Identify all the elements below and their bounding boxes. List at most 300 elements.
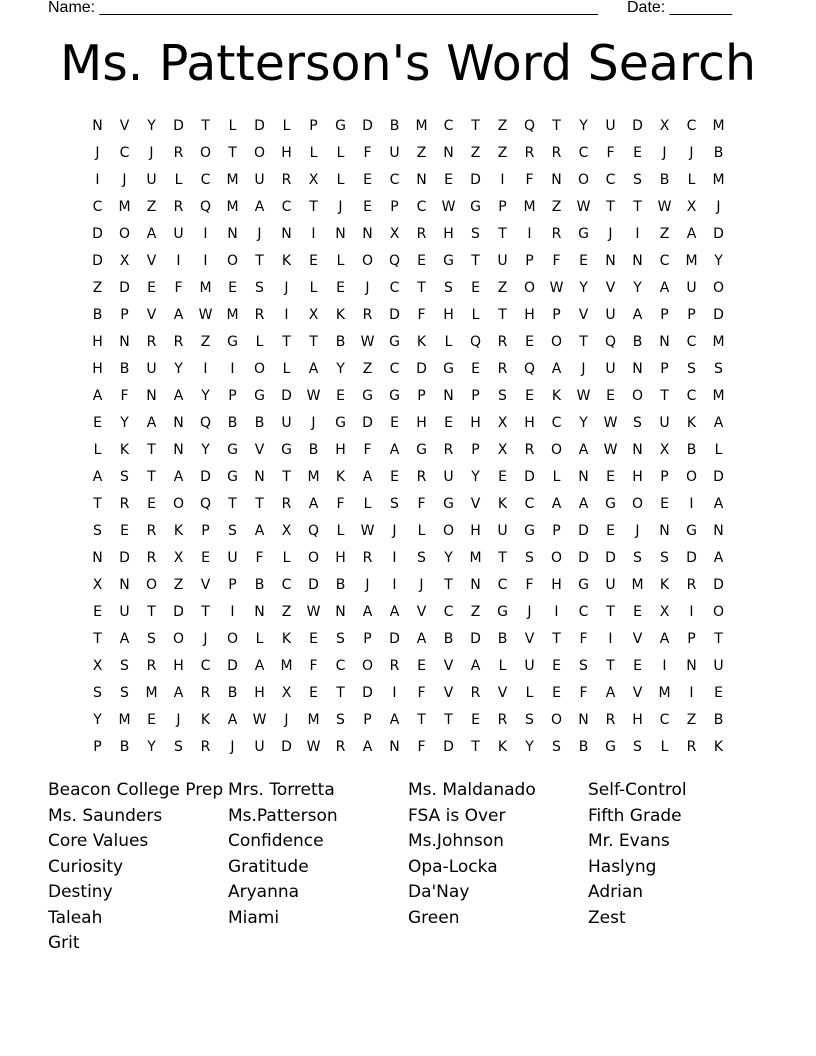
grid-letter: P xyxy=(552,307,561,323)
grid-letter: Z xyxy=(497,118,508,134)
word-list-column xyxy=(48,778,223,957)
grid-letter: B xyxy=(227,415,238,431)
grid-letter: B xyxy=(92,307,103,323)
grid-letter: B xyxy=(659,172,670,188)
grid-letter: J xyxy=(689,145,694,161)
word-list-item: Green xyxy=(408,907,460,928)
grid-letter: P xyxy=(417,388,426,404)
grid-letter: H xyxy=(524,307,535,323)
grid-letter: O xyxy=(361,658,374,674)
grid-letter: P xyxy=(660,307,669,323)
grid-letter: D xyxy=(389,631,400,647)
grid-letter: H xyxy=(551,577,562,593)
grid-row xyxy=(84,680,732,707)
grid-letter: F xyxy=(336,496,345,512)
grid-letter: T xyxy=(498,550,507,566)
grid-letter: D xyxy=(119,550,130,566)
grid-letter: W xyxy=(576,388,591,404)
grid-letter: E xyxy=(93,415,102,431)
grid-letter: U xyxy=(119,604,130,620)
grid-letter: U xyxy=(389,145,400,161)
grid-letter: U xyxy=(227,550,238,566)
grid-letter: G xyxy=(389,334,400,350)
grid-letter: G xyxy=(281,442,292,458)
grid-letter: S xyxy=(633,172,642,188)
grid-letter: K xyxy=(119,442,130,458)
grid-letter: H xyxy=(470,523,481,539)
grid-letter: L xyxy=(174,172,183,188)
grid-letter: M xyxy=(118,199,131,215)
grid-letter: T xyxy=(417,280,426,296)
grid-letter: Y xyxy=(93,712,102,728)
grid-letter: R xyxy=(686,577,697,593)
grid-letter: R xyxy=(443,442,454,458)
grid-letter: J xyxy=(392,523,397,539)
grid-letter: N xyxy=(416,172,427,188)
grid-letter: T xyxy=(579,334,588,350)
grid-row xyxy=(84,194,732,221)
grid-letter: N xyxy=(659,334,670,350)
grid-letter: W xyxy=(306,739,321,755)
grid-letter: V xyxy=(632,685,643,701)
grid-letter: X xyxy=(659,442,670,458)
grid-letter: O xyxy=(442,523,455,539)
grid-letter: T xyxy=(201,118,210,134)
grid-letter: S xyxy=(525,550,534,566)
grid-letter: Z xyxy=(200,334,211,350)
grid-letter: T xyxy=(606,199,615,215)
word-list-item: Miami xyxy=(228,907,280,928)
grid-letter: J xyxy=(527,604,532,620)
grid-letter: D xyxy=(713,577,724,593)
grid-letter: Y xyxy=(525,739,534,755)
grid-letter: D xyxy=(362,685,373,701)
grid-letter: G xyxy=(335,118,346,134)
grid-letter: W xyxy=(441,199,456,215)
grid-letter: O xyxy=(712,280,725,296)
grid-letter: N xyxy=(227,226,238,242)
word-list-item: Gratitude xyxy=(228,856,309,877)
grid-letter: A xyxy=(578,442,589,458)
grid-letter: C xyxy=(389,361,400,377)
grid-letter: X xyxy=(497,442,508,458)
grid-letter: Q xyxy=(523,361,536,377)
grid-letter: L xyxy=(282,361,291,377)
grid-letter: T xyxy=(471,118,480,134)
grid-letter: K xyxy=(281,253,292,269)
grid-letter: D xyxy=(227,658,238,674)
grid-letter: E xyxy=(525,334,534,350)
grid-letter: L xyxy=(525,685,534,701)
grid-letter: F xyxy=(363,145,372,161)
grid-letter: T xyxy=(714,631,723,647)
grid-letter: D xyxy=(713,307,724,323)
grid-letter: G xyxy=(335,415,346,431)
word-list-column xyxy=(588,778,763,931)
grid-letter: L xyxy=(336,523,345,539)
grid-letter: A xyxy=(146,415,157,431)
grid-letter: E xyxy=(417,253,426,269)
grid-letter: H xyxy=(92,361,103,377)
grid-letter: T xyxy=(498,226,507,242)
grid-letter: F xyxy=(579,685,588,701)
grid-letter: L xyxy=(552,469,561,485)
grid-letter: X xyxy=(497,415,508,431)
grid-letter: I xyxy=(176,253,181,269)
grid-letter: H xyxy=(281,145,292,161)
grid-letter: C xyxy=(281,577,292,593)
grid-letter: U xyxy=(605,361,616,377)
grid-letter: P xyxy=(552,523,561,539)
grid-letter: M xyxy=(118,712,131,728)
grid-letter: A xyxy=(254,523,265,539)
grid-letter: A xyxy=(416,631,427,647)
grid-letter: E xyxy=(363,172,372,188)
grid-letter: J xyxy=(662,145,667,161)
grid-letter: U xyxy=(713,658,724,674)
grid-letter: A xyxy=(146,226,157,242)
grid-letter: J xyxy=(122,172,127,188)
grid-letter: W xyxy=(657,199,672,215)
grid-letter: N xyxy=(119,334,130,350)
grid-letter: D xyxy=(524,469,535,485)
grid-letter: L xyxy=(498,658,507,674)
grid-letter: D xyxy=(173,604,184,620)
grid-letter: S xyxy=(579,658,588,674)
grid-letter: J xyxy=(635,523,640,539)
grid-letter: I xyxy=(635,226,640,242)
grid-letter: U xyxy=(605,118,616,134)
grid-letter: S xyxy=(228,523,237,539)
grid-letter: T xyxy=(444,577,453,593)
grid-letter: G xyxy=(443,496,454,512)
grid-letter: G xyxy=(362,388,373,404)
grid-letter: L xyxy=(93,442,102,458)
grid-letter: W xyxy=(252,712,267,728)
grid-row xyxy=(84,410,732,437)
grid-letter: A xyxy=(389,712,400,728)
grid-letter: L xyxy=(282,118,291,134)
word-list-item: Destiny xyxy=(48,882,113,902)
grid-letter: U xyxy=(443,469,454,485)
grid-letter: N xyxy=(713,523,724,539)
grid-letter: L xyxy=(228,118,237,134)
grid-letter: E xyxy=(552,658,561,674)
grid-letter: L xyxy=(417,523,426,539)
grid-letter: C xyxy=(578,604,589,620)
grid-row xyxy=(84,167,732,194)
grid-letter: T xyxy=(228,145,237,161)
grid-letter: F xyxy=(363,442,372,458)
grid-letter: B xyxy=(254,415,265,431)
grid-letter: A xyxy=(173,307,184,323)
grid-row xyxy=(84,437,732,464)
grid-letter: P xyxy=(309,118,318,134)
word-list-item: FSA is Over xyxy=(408,805,506,826)
word-list-item: Grit xyxy=(48,933,80,953)
grid-letter: S xyxy=(498,388,507,404)
grid-letter: A xyxy=(362,739,373,755)
grid-letter: N xyxy=(578,712,589,728)
grid-letter: R xyxy=(497,361,508,377)
grid-letter: E xyxy=(309,631,318,647)
grid-letter: P xyxy=(471,388,480,404)
grid-letter: E xyxy=(336,280,345,296)
grid-letter: V xyxy=(470,496,481,512)
grid-letter: F xyxy=(417,307,426,323)
grid-letter: O xyxy=(550,712,563,728)
grid-letter: A xyxy=(227,712,238,728)
word-list-item: Zest xyxy=(588,907,626,928)
grid-letter: T xyxy=(552,118,561,134)
grid-letter: F xyxy=(417,496,426,512)
grid-letter: D xyxy=(713,226,724,242)
grid-letter: B xyxy=(227,685,238,701)
grid-letter: G xyxy=(578,577,589,593)
grid-letter: E xyxy=(606,523,615,539)
grid-letter: G xyxy=(416,442,427,458)
grid-letter: Z xyxy=(173,577,184,593)
grid-letter: R xyxy=(173,334,184,350)
grid-letter: V xyxy=(443,685,454,701)
word-list-item: Curiosity xyxy=(48,856,124,877)
grid-letter: G xyxy=(443,361,454,377)
grid-letter: T xyxy=(147,442,156,458)
grid-letter: L xyxy=(309,280,318,296)
grid-letter: N xyxy=(281,226,292,242)
grid-letter: R xyxy=(497,712,508,728)
grid-letter: Y xyxy=(336,361,345,377)
grid-letter: B xyxy=(335,577,346,593)
grid-letter: S xyxy=(93,523,102,539)
grid-letter: V xyxy=(416,604,427,620)
grid-letter: P xyxy=(363,631,372,647)
word-list-column xyxy=(408,778,583,931)
grid-letter: M xyxy=(145,685,158,701)
grid-letter: N xyxy=(551,172,562,188)
grid-row xyxy=(84,626,732,653)
grid-letter: L xyxy=(255,631,264,647)
grid-letter: R xyxy=(362,550,373,566)
grid-letter: Z xyxy=(497,280,508,296)
grid-letter: D xyxy=(443,739,454,755)
grid-letter: F xyxy=(552,253,561,269)
grid-letter: E xyxy=(633,658,642,674)
grid-letter: S xyxy=(552,739,561,755)
grid-letter: E xyxy=(633,145,642,161)
grid-letter: I xyxy=(311,226,316,242)
grid-letter: V xyxy=(200,577,211,593)
grid-letter: I xyxy=(95,172,100,188)
grid-letter: L xyxy=(336,172,345,188)
grid-letter: S xyxy=(336,712,345,728)
word-list-item: Self-Control xyxy=(588,780,687,800)
grid-letter: E xyxy=(552,685,561,701)
grid-letter: F xyxy=(417,739,426,755)
grid-letter: K xyxy=(686,415,697,431)
grid-letter: L xyxy=(471,307,480,323)
grid-letter: T xyxy=(606,658,615,674)
grid-row xyxy=(84,599,732,626)
grid-row xyxy=(84,302,732,329)
grid-letter: R xyxy=(146,334,157,350)
grid-letter: A xyxy=(173,388,184,404)
grid-letter: A xyxy=(173,685,184,701)
grid-letter: G xyxy=(578,226,589,242)
grid-letter: I xyxy=(230,604,235,620)
grid-letter: I xyxy=(689,685,694,701)
word-list-item: Haslyng xyxy=(588,856,657,877)
grid-letter: X xyxy=(92,658,103,674)
grid-letter: Y xyxy=(579,118,588,134)
grid-letter: L xyxy=(363,496,372,512)
grid-letter: S xyxy=(120,469,129,485)
grid-letter: L xyxy=(309,145,318,161)
grid-letter: H xyxy=(443,226,454,242)
grid-letter: I xyxy=(554,604,559,620)
grid-letter: G xyxy=(443,253,454,269)
grid-letter: O xyxy=(226,631,239,647)
grid-letter: C xyxy=(281,199,292,215)
word-list-column xyxy=(228,778,403,931)
grid-letter: C xyxy=(659,253,670,269)
grid-letter: T xyxy=(309,199,318,215)
grid-letter: L xyxy=(282,550,291,566)
grid-letter: F xyxy=(417,685,426,701)
grid-letter: Q xyxy=(199,496,212,512)
grid-letter: N xyxy=(443,388,454,404)
grid-letter: R xyxy=(254,307,265,323)
grid-letter: K xyxy=(497,739,508,755)
grid-letter: A xyxy=(551,361,562,377)
grid-letter: A xyxy=(389,442,400,458)
grid-letter: Y xyxy=(714,253,723,269)
grid-letter: D xyxy=(92,253,103,269)
word-list-item: Ms.Patterson xyxy=(228,805,338,826)
grid-letter: N xyxy=(119,577,130,593)
grid-letter: S xyxy=(417,550,426,566)
grid-letter: R xyxy=(281,496,292,512)
grid-letter: E xyxy=(471,361,480,377)
grid-letter: I xyxy=(608,631,613,647)
grid-letter: W xyxy=(603,415,618,431)
grid-letter: N xyxy=(92,118,103,134)
grid-letter: K xyxy=(416,334,427,350)
grid-letter: E xyxy=(390,415,399,431)
grid-letter: A xyxy=(578,496,589,512)
grid-letter: X xyxy=(281,685,292,701)
grid-letter: W xyxy=(360,334,375,350)
grid-letter: O xyxy=(172,631,185,647)
grid-letter: N xyxy=(92,550,103,566)
grid-letter: P xyxy=(687,307,696,323)
word-list-item: Core Values xyxy=(48,831,149,851)
grid-letter: V xyxy=(443,658,454,674)
grid-letter: O xyxy=(307,550,320,566)
grid-row xyxy=(84,140,732,167)
word-list-item: Confidence xyxy=(228,831,324,851)
grid-letter: Z xyxy=(686,712,697,728)
word-list-item: Adrian xyxy=(588,882,644,902)
grid-letter: P xyxy=(228,577,237,593)
grid-letter: P xyxy=(687,631,696,647)
grid-letter: K xyxy=(281,631,292,647)
grid-letter: O xyxy=(145,577,158,593)
grid-letter: J xyxy=(284,280,289,296)
name-field-label: Name: ________________________________________________________ xyxy=(48,0,598,16)
grid-letter: Y xyxy=(471,469,480,485)
grid-letter: Z xyxy=(281,604,292,620)
grid-letter: J xyxy=(230,739,235,755)
grid-row xyxy=(84,653,732,680)
grid-letter: D xyxy=(173,118,184,134)
grid-letter: P xyxy=(120,307,129,323)
grid-letter: T xyxy=(444,712,453,728)
grid-letter: T xyxy=(282,469,291,485)
grid-letter: P xyxy=(201,523,210,539)
grid-letter: L xyxy=(336,145,345,161)
grid-letter: Y xyxy=(444,550,453,566)
grid-letter: U xyxy=(173,226,184,242)
grid-letter: M xyxy=(523,199,536,215)
grid-letter: Z xyxy=(551,199,562,215)
grid-letter: M xyxy=(280,658,293,674)
grid-letter: A xyxy=(254,199,265,215)
grid-letter: U xyxy=(686,280,697,296)
grid-row xyxy=(84,572,732,599)
grid-letter: S xyxy=(633,739,642,755)
grid-letter: U xyxy=(497,523,508,539)
grid-letter: P xyxy=(660,469,669,485)
grid-letter: C xyxy=(389,280,400,296)
grid-letter: V xyxy=(254,442,265,458)
grid-row xyxy=(84,518,732,545)
grid-letter: C xyxy=(200,172,211,188)
grid-letter: H xyxy=(632,469,643,485)
header-line xyxy=(48,0,748,20)
grid-letter: V xyxy=(146,307,157,323)
grid-letter: I xyxy=(203,226,208,242)
grid-letter: E xyxy=(336,388,345,404)
grid-letter: R xyxy=(119,496,130,512)
grid-letter: A xyxy=(362,469,373,485)
grid-letter: T xyxy=(606,604,615,620)
word-list-item: Aryanna xyxy=(228,882,300,902)
grid-letter: E xyxy=(309,685,318,701)
grid-letter: B xyxy=(713,712,724,728)
grid-letter: P xyxy=(228,388,237,404)
grid-letter: D xyxy=(605,550,616,566)
grid-letter: C xyxy=(335,658,346,674)
grid-letter: D xyxy=(632,118,643,134)
grid-letter: S xyxy=(633,550,642,566)
grid-letter: E xyxy=(579,253,588,269)
grid-letter: U xyxy=(659,415,670,431)
grid-letter: I xyxy=(284,307,289,323)
grid-letter: N xyxy=(443,145,454,161)
grid-letter: A xyxy=(713,496,724,512)
grid-letter: E xyxy=(201,550,210,566)
grid-letter: M xyxy=(712,388,725,404)
grid-letter: E xyxy=(525,388,534,404)
grid-letter: E xyxy=(444,172,453,188)
grid-letter: U xyxy=(605,307,616,323)
grid-letter: T xyxy=(336,685,345,701)
grid-letter: P xyxy=(390,199,399,215)
grid-letter: J xyxy=(419,577,424,593)
word-list-item: Fifth Grade xyxy=(588,805,682,826)
grid-letter: O xyxy=(685,469,698,485)
